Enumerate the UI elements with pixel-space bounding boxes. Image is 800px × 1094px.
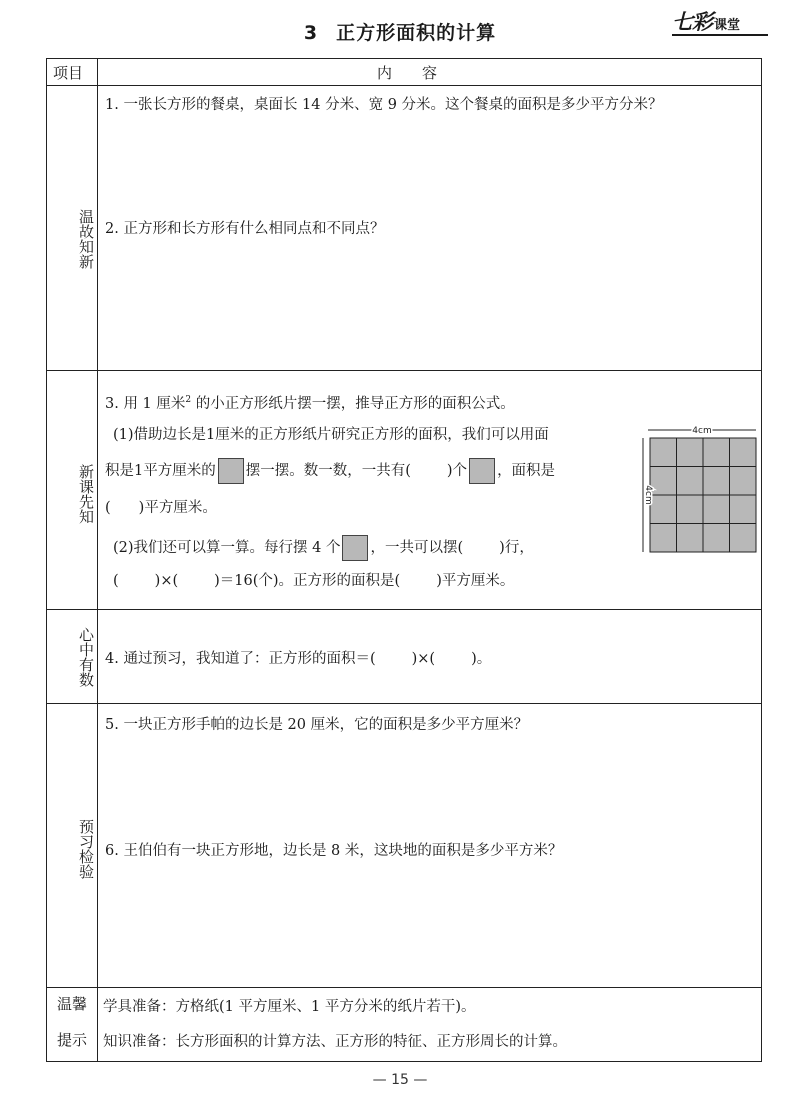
row-divider-2	[47, 609, 761, 610]
grid-cell	[677, 495, 704, 524]
question-3-1-line1: (1)借助边长是1厘米的正方形纸片研究正方形的面积，我们可以用面	[113, 427, 549, 443]
page-footer: — 15 —	[372, 1072, 428, 1088]
grid-cell	[703, 438, 730, 467]
grid-cells	[650, 438, 756, 552]
question-1: 1. 一张长方形的餐桌，桌面长 14 分米、宽 9 分米。这个餐桌的面积是多少平方分米？	[105, 97, 663, 113]
question-4: 4. 通过预习，我知道了：正方形的面积＝( )×( )。	[105, 651, 492, 667]
row-divider-4	[47, 987, 761, 988]
column-divider	[97, 59, 98, 1061]
grid-cell	[730, 438, 757, 467]
lesson-title: 正方形面积的计算	[336, 22, 497, 44]
question-3-1-line2: 积是1平方厘米的 摆一摆。数一数，一共有( )个 ，面积是	[105, 458, 555, 484]
top-dimension-label: 4cm	[692, 426, 712, 436]
question-6: 6. 王伯伯有一块正方形地，边长是 8 米，这块地的面积是多少平方米？	[105, 843, 563, 859]
grid-svg	[640, 424, 760, 554]
square-grid-figure	[640, 424, 760, 554]
tip-knowledge: 知识准备：长方形面积的计算方法、正方形的特征、正方形周长的计算。	[103, 1034, 567, 1050]
worksheet-table	[46, 58, 762, 1062]
unit-square-icon	[342, 535, 368, 561]
grid-cell	[677, 438, 704, 467]
question-3-2-line1: (2)我们还可以算一算。每行摆 4 个 ，一共可以摆( )行，	[113, 535, 534, 561]
brand-big: 七彩	[672, 10, 712, 34]
question-3-2-line2: ( )×( )＝16(个)。正方形的面积是( )平方厘米。	[113, 573, 515, 589]
question-5: 5. 一块正方形手帕的边长是 20 厘米，它的面积是多少平方厘米？	[105, 717, 529, 733]
side-dimension-label: 4cm	[643, 485, 653, 505]
section-label-check: 预习检验	[77, 819, 95, 879]
section-label-preview: 新课先知	[77, 464, 95, 524]
page-number: 15	[391, 1072, 409, 1088]
grid-cell	[703, 495, 730, 524]
grid-cell	[730, 524, 757, 553]
grid-cell	[703, 524, 730, 553]
grid-cell	[650, 524, 677, 553]
grid-cell	[730, 495, 757, 524]
unit-square-icon	[469, 458, 495, 484]
section-label-review: 温故知新	[77, 209, 95, 269]
grid-cell	[703, 467, 730, 496]
tip-materials: 学具准备：方格纸(1 平方厘米、1 平方分米的纸片若干)。	[103, 999, 476, 1015]
unit-square-icon	[218, 458, 244, 484]
header-item: 项目	[53, 64, 84, 82]
grid-cell	[677, 524, 704, 553]
brand-logo	[672, 6, 768, 36]
question-2: 2. 正方形和长方形有什么相同点和不同点？	[105, 221, 385, 237]
lesson-number: 3	[303, 22, 319, 44]
row-divider-1	[47, 370, 761, 371]
brand-small: 课堂	[714, 18, 741, 33]
section-label-summary: 心中有数	[77, 627, 95, 687]
question-3: 3. 用 1 厘米$^2$ 的小正方形纸片摆一摆，推导正方形的面积公式。	[105, 395, 515, 412]
tip-label-1: 温馨	[56, 995, 87, 1013]
tip-label-2: 提示	[56, 1031, 87, 1049]
grid-cell	[650, 438, 677, 467]
grid-cell	[730, 467, 757, 496]
grid-cell	[677, 467, 704, 496]
header-content: 内 容	[377, 64, 438, 82]
question-3-1-line3: ( )平方厘米。	[105, 500, 217, 516]
row-divider-3	[47, 703, 761, 704]
row-divider-header	[47, 85, 761, 86]
